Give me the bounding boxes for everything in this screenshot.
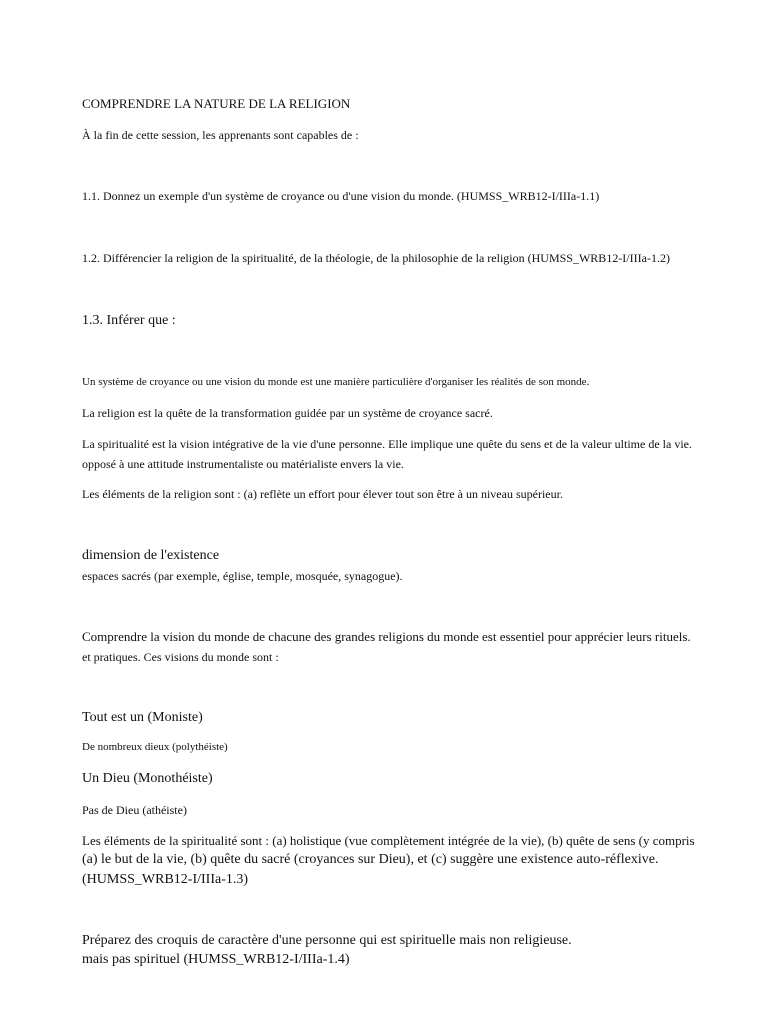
belief-system-paragraph: Un système de croyance ou une vision du monde est une manière particulière d'organiser les réalités de son monde. xyxy=(82,376,590,388)
spirituality-elements-line-1: Les éléments de la spiritualité sont : (a) holistique (vue complètement intégrée de la vie), (b) quête de sens (y compris xyxy=(82,833,695,848)
spirituality-elements-line-3: (HUMSS_WRB12-I/IIIa-1.3) xyxy=(82,872,249,887)
spirituality-definition-line-1: La spiritualité est la vision intégrative de la vie d'une personne. Elle implique une quête du sens et de la valeur ultime de la vie. xyxy=(82,437,692,451)
spirituality-elements-line-2: (a) le but de la vie, (b) quête du sacré (croyances sur Dieu), et (c) suggère une existence auto-réflexive. xyxy=(82,852,659,867)
religion-elements-paragraph: Les éléments de la religion sont : (a) reflète un effort pour élever tout son être à un niveau supérieur. xyxy=(82,487,563,501)
worldviews-paragraph-line-1: Comprendre la vision du monde de chacune des grandes religions du monde est essentiel pour apprécier leurs rituels. xyxy=(82,629,691,644)
spirituality-definition-line-2: opposé à une attitude instrumentaliste ou matérialiste envers la vie. xyxy=(82,457,404,471)
sketch-instruction-line-1: Préparez des croquis de caractère d'une personne qui est spirituelle mais non religieuse. xyxy=(82,933,572,948)
objective-1-1: 1.1. Donnez un exemple d'un système de croyance ou d'une vision du monde. (HUMSS_WRB12-I/IIIa-1.1) xyxy=(82,189,600,203)
intro-text: À la fin de cette session, les apprenants sont capables de : xyxy=(82,128,359,142)
worldview-monist: Tout est un (Moniste) xyxy=(82,710,203,725)
sketch-instruction-line-2: mais pas spirituel (HUMSS_WRB12-I/IIIa-1.4) xyxy=(82,952,350,967)
worldview-polytheist: De nombreux dieux (polythéiste) xyxy=(82,741,228,753)
worldview-atheist: Pas de Dieu (athéiste) xyxy=(82,803,187,817)
worldview-monotheist: Un Dieu (Monothéiste) xyxy=(82,771,213,786)
existence-dimension: dimension de l'existence xyxy=(82,548,220,563)
objective-1-3-heading: 1.3. Inférer que : xyxy=(82,313,176,328)
worldviews-paragraph-line-2: et pratiques. Ces visions du monde sont : xyxy=(82,650,279,664)
document-title: COMPRENDRE LA NATURE DE LA RELIGION xyxy=(82,96,351,111)
objective-1-2: 1.2. Différencier la religion de la spiritualité, de la théologie, de la philosophie de la religion (HUMSS_WRB12-I/IIIa-1.2) xyxy=(82,251,670,265)
sacred-spaces: espaces sacrés (par exemple, église, temple, mosquée, synagogue). xyxy=(82,569,403,583)
religion-definition: La religion est la quête de la transformation guidée par un système de croyance sacré. xyxy=(82,406,493,420)
